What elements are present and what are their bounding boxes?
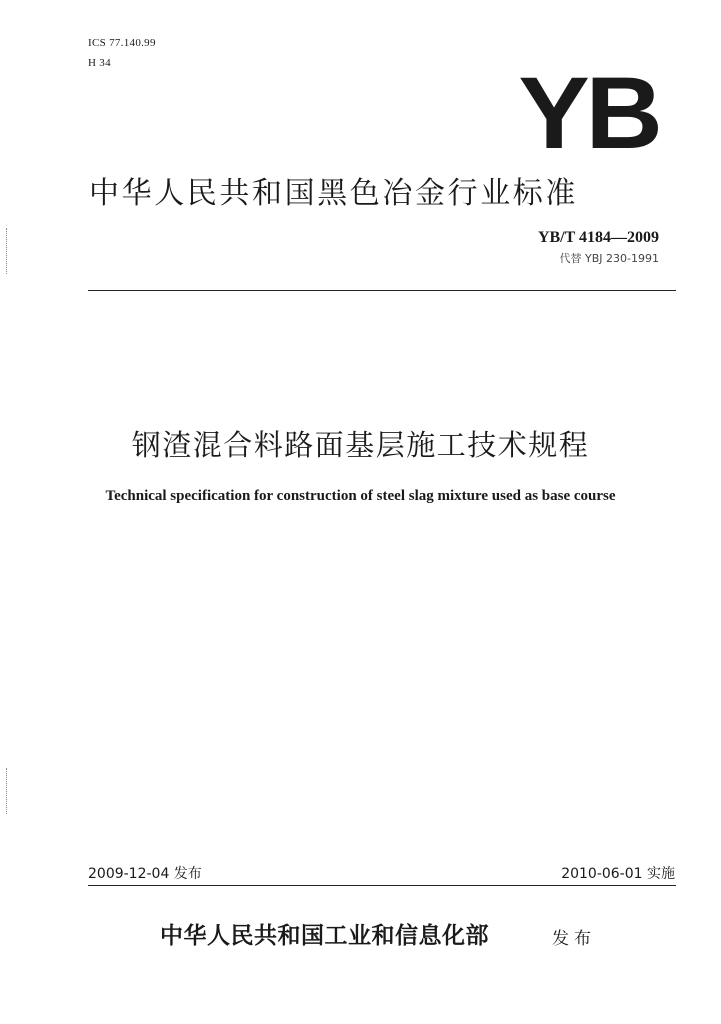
scan-binding-marks (6, 228, 11, 274)
yb-logo: YB (518, 56, 659, 170)
standard-category-title: 中华人民共和国黑色冶金行业标准 (89, 176, 578, 211)
ics-code: ICS 77.140.99 (88, 37, 156, 49)
document-title-english: Technical specification for construction of steel slag mixture used as base course (105, 488, 616, 504)
ccs-code: H 34 (88, 57, 111, 69)
issue-date: 2009-12-04 发布 (88, 866, 202, 882)
implementation-date: 2010-06-01 实施 (561, 866, 675, 882)
issuing-authority: 中华人民共和国工业和信息化部 (160, 923, 489, 949)
issue-action: 发布 (552, 929, 596, 949)
footer-divider (88, 885, 676, 886)
header-divider (88, 290, 676, 291)
document-title-chinese: 钢渣混合料路面基层施工技术规程 (131, 428, 590, 462)
scan-binding-marks (6, 768, 11, 814)
replaces-standard: 代替 YBJ 230-1991 (559, 252, 659, 265)
standard-number: YB/T 4184—2009 (537, 229, 659, 246)
